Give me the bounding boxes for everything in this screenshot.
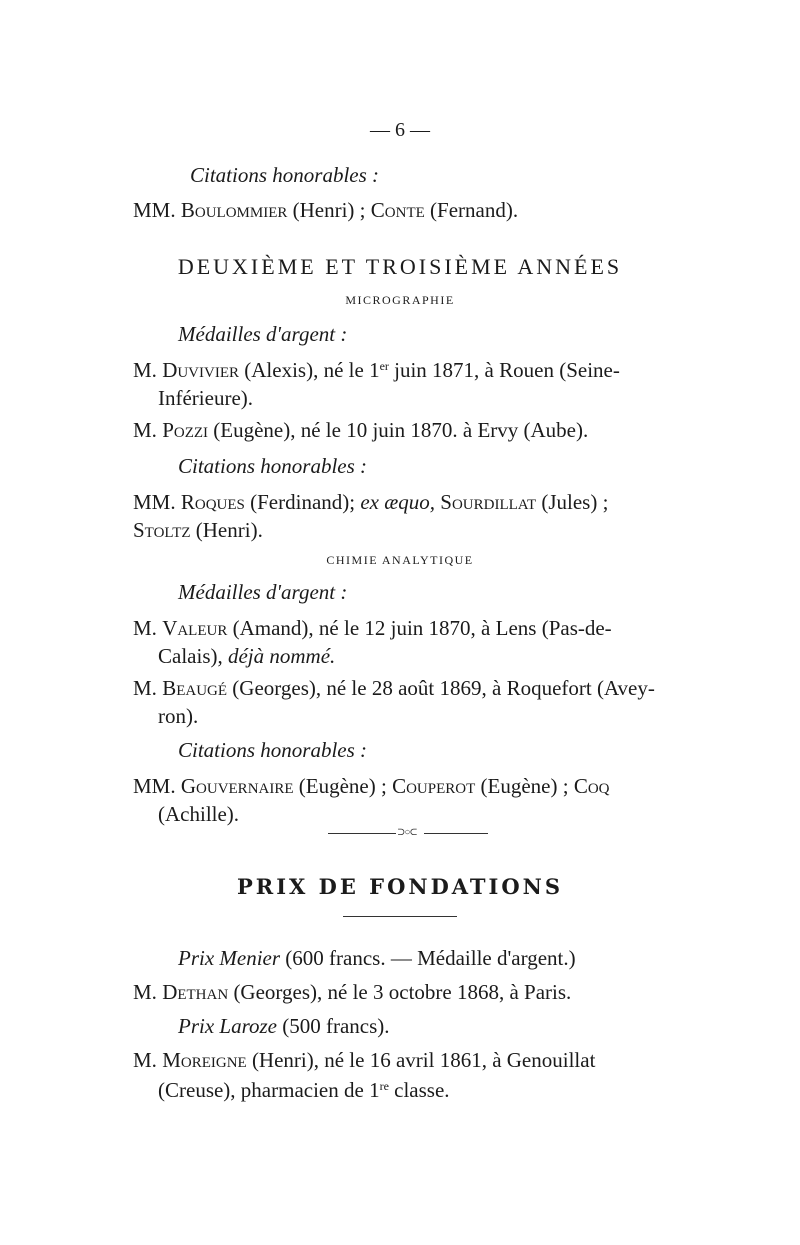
person-name: Sourdillat [440, 490, 537, 514]
entry-beauge-line1 [133, 678, 655, 699]
fondations-title: PRIX DE FONDATIONS [236, 874, 564, 899]
prefix: M. [133, 418, 163, 442]
prix-laroze-heading [178, 1016, 390, 1037]
citations-line-1 [133, 200, 518, 221]
text: (Eugène), né le 10 juin 1870. à Ervy (Aube). [208, 418, 589, 442]
prize-name: Prix Laroze [178, 1014, 277, 1038]
prefix: M. [133, 676, 163, 700]
text: (Amand), né le 12 juin 1870, à Lens (Pas-de- [227, 616, 612, 640]
text: classe. [388, 1078, 450, 1102]
prix-menier-heading [178, 948, 576, 969]
text: 1 [369, 358, 380, 382]
text: (Creuse), pharmacien de [158, 1078, 370, 1102]
entry-duvivier-line1 [133, 360, 620, 381]
person-name: Coq [573, 774, 610, 798]
divider-right-rule [424, 833, 488, 834]
entry-dethan [133, 982, 571, 1003]
prefix: M. [133, 980, 163, 1004]
prefix: M. [133, 358, 163, 382]
person-name: Couperot [392, 774, 476, 798]
person-name: Dethan [162, 980, 229, 1004]
medals-heading-chimie: Médailles d'argent : [178, 580, 348, 604]
citations-heading-micrographie: Citations honorables : [178, 454, 368, 478]
text: 1 [369, 1078, 380, 1102]
prize-name: Prix Menier [178, 946, 281, 970]
citations-micrographie-line1 [133, 492, 608, 513]
text: (600 francs. — Médaille d'argent.) [280, 946, 576, 970]
text: Calais), [158, 644, 228, 668]
latin-phrase: ex æquo, [360, 490, 436, 514]
citations-heading-chimie: Citations honorables : [178, 738, 368, 762]
text: (Jules) ; [536, 490, 609, 514]
person-name: Valeur [162, 616, 228, 640]
text: (Eugène) ; [293, 774, 393, 798]
text: (Henri). [190, 518, 263, 542]
text: (Henri) ; [287, 198, 371, 222]
person-name: Gouvernaire [180, 774, 294, 798]
citations-heading-1: Citations honorables : [190, 163, 380, 187]
divider-left-rule [328, 833, 396, 834]
entry-valeur-line1 [133, 618, 612, 639]
person-name: Pozzi [162, 418, 209, 442]
page-number: — 6 — [370, 119, 430, 141]
entry-beauge-line2: ron). [158, 704, 199, 728]
text: (500 francs). [276, 1014, 390, 1038]
prefix: M. [133, 616, 163, 640]
person-name: Roques [180, 490, 245, 514]
person-name: Duvivier [162, 358, 240, 382]
section-title-chimie: CHIMIE ANALYTIQUE [326, 553, 474, 567]
text: (Georges), né le 3 octobre 1868, à Paris. [228, 980, 572, 1004]
prefix: MM. [133, 490, 181, 514]
prefix: MM. [133, 774, 181, 798]
person-name: Conte [370, 198, 425, 222]
section-title-micrographie: MICROGRAPHIE [345, 293, 455, 307]
text: juin 1871, à Rouen (Seine- [388, 358, 620, 382]
person-name: Beaugé [162, 676, 228, 700]
text: (Fernand). [424, 198, 519, 222]
fondations-underline [343, 916, 457, 917]
citations-chimie-line1 [133, 776, 609, 797]
person-name: Moreigne [162, 1048, 247, 1072]
text: (Henri), né le 16 avril 1861, à Genouillat [246, 1048, 596, 1072]
text: déjà nommé. [227, 644, 336, 668]
text: (Georges), né le 28 août 1869, à Roquefort (Avey- [227, 676, 655, 700]
superscript: er [379, 359, 389, 373]
superscript: re [379, 1079, 389, 1093]
medals-heading-micrographie: Médailles d'argent : [178, 322, 348, 346]
text: (Ferdinand); [244, 490, 361, 514]
prefix: M. [133, 1048, 163, 1072]
entry-moreigne-line1 [133, 1050, 595, 1071]
entry-valeur-line2 [158, 646, 335, 667]
divider-ornament-icon: ⊃○⊂ [397, 827, 417, 838]
main-title: DEUXIÈME ET TROISIÈME ANNÉES [177, 254, 623, 279]
text: (Alexis), né le [239, 358, 370, 382]
text: (Eugène) ; [475, 774, 574, 798]
entry-moreigne-line2 [158, 1080, 450, 1101]
citations-micrographie-line2 [133, 520, 263, 541]
person-name: Stoltz [133, 518, 191, 542]
entry-pozzi [133, 420, 588, 441]
person-name: Boulommier [180, 198, 288, 222]
prefix: MM. [133, 198, 176, 222]
entry-duvivier-line2: Inférieure). [158, 386, 254, 410]
citations-chimie-line2: (Achille). [158, 802, 240, 826]
